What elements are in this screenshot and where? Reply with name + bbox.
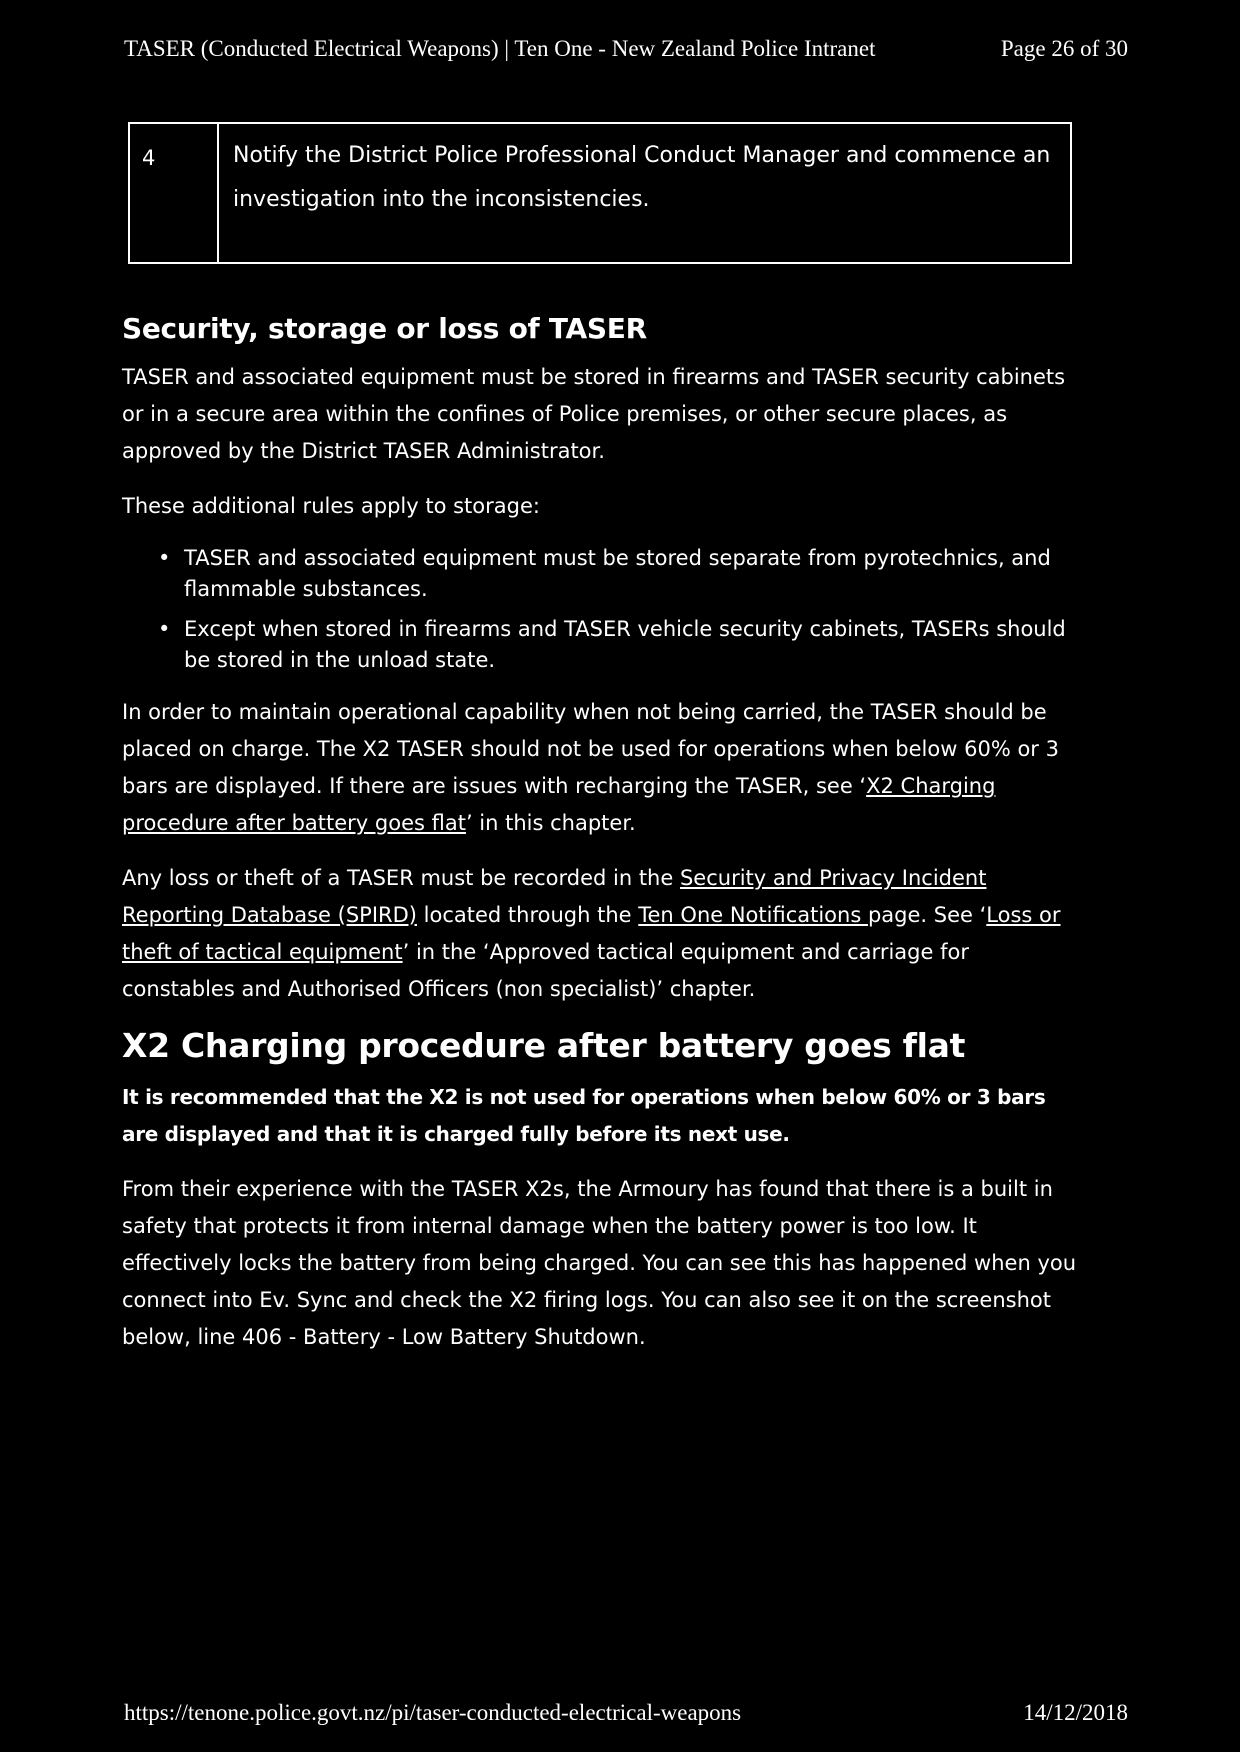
para4-text-d: ’ in the ‘Approved tactical equipment and carriage for constables and Authorised Officers (non specialist)’ chapter.: [122, 940, 969, 1001]
security-heading: Security, storage or loss of TASER: [122, 312, 647, 345]
list-item-text: Except when stored in firearms and TASER vehicle security cabinets, TASERs should be stored in the unload state.: [184, 617, 1066, 672]
page-footer: [124, 1700, 1128, 1726]
ten-one-notifications-link[interactable]: Ten One Notifications: [638, 903, 868, 927]
footer-date: 14/12/2018: [1023, 1700, 1128, 1725]
para4-text-a: Any loss or theft of a TASER must be recorded in the: [122, 866, 680, 890]
charging-heading: X2 Charging procedure after battery goes flat: [122, 1026, 966, 1065]
spird-link[interactable]: Security and Privacy Incident Reporting Database (SPIRD): [122, 866, 987, 927]
bullet-icon: •: [158, 546, 171, 570]
header-title: TASER (Conducted Electrical Weapons) | Ten One - New Zealand Police Intranet: [124, 36, 876, 61]
storage-rules-list: [122, 543, 1082, 676]
para4-text-c: page. See ‘: [867, 903, 987, 927]
charging-bold-para: It is recommended that the X2 is not used for operations when below 60% or 3 bars are displayed and that it is charged fully before its next use.: [122, 1085, 1046, 1146]
loss-or-theft-link[interactable]: Loss or theft of tactical equipment: [122, 903, 1061, 964]
list-item-text: TASER and associated equipment must be stored separate from pyrotechnics, and flammable substances.: [184, 546, 1051, 601]
security-para-3: [122, 694, 1082, 842]
list-item: [122, 614, 1082, 676]
security-para-2: These additional rules apply to storage:: [122, 494, 540, 518]
security-para-1: TASER and associated equipment must be stored in firearms and TASER security cabinets or in a secure area within the confines of Police premises, or other secure places, as approved by the District TASER Administrator.: [122, 365, 1066, 463]
page-number: Page 26 of 30: [1000, 36, 1128, 61]
charging-para: From their experience with the TASER X2s, the Armoury has found that there is a built in safety that protects it from internal damage when the battery power is too low. It effectively locks the battery from being charged. You can see this has happened when you connect into Ev. Sync and check the X2 firing logs. You can also see it on the screenshot below, line 406 - Battery - Low Battery Shutdown.: [122, 1177, 1077, 1349]
step-table: [128, 122, 1072, 264]
step-text: Notify the District Police Professional Conduct Manager and commence an investigation into the inconsistencies.: [233, 143, 1051, 212]
main-content: [122, 312, 1082, 1374]
security-para-4: [122, 860, 1082, 1008]
x2-charging-link[interactable]: X2 Charging procedure after battery goes flat: [122, 774, 996, 835]
para3-end: ’ in this chapter.: [465, 811, 636, 835]
para4-text-b: located through the: [416, 903, 639, 927]
list-item: [122, 543, 1082, 605]
footer-url: https://tenone.police.govt.nz/pi/taser-conducted-electrical-weapons: [124, 1700, 742, 1725]
page-header: [124, 36, 1128, 62]
bullet-icon: •: [158, 617, 171, 641]
step-number: 4: [130, 124, 219, 262]
para3-text: In order to maintain operational capability when not being carried, the TASER should be placed on charge. The X2 TASER should not be used for operations when below 60% or 3 bars are displayed. If there are issues with recharging the TASER, see ‘: [122, 700, 1059, 798]
